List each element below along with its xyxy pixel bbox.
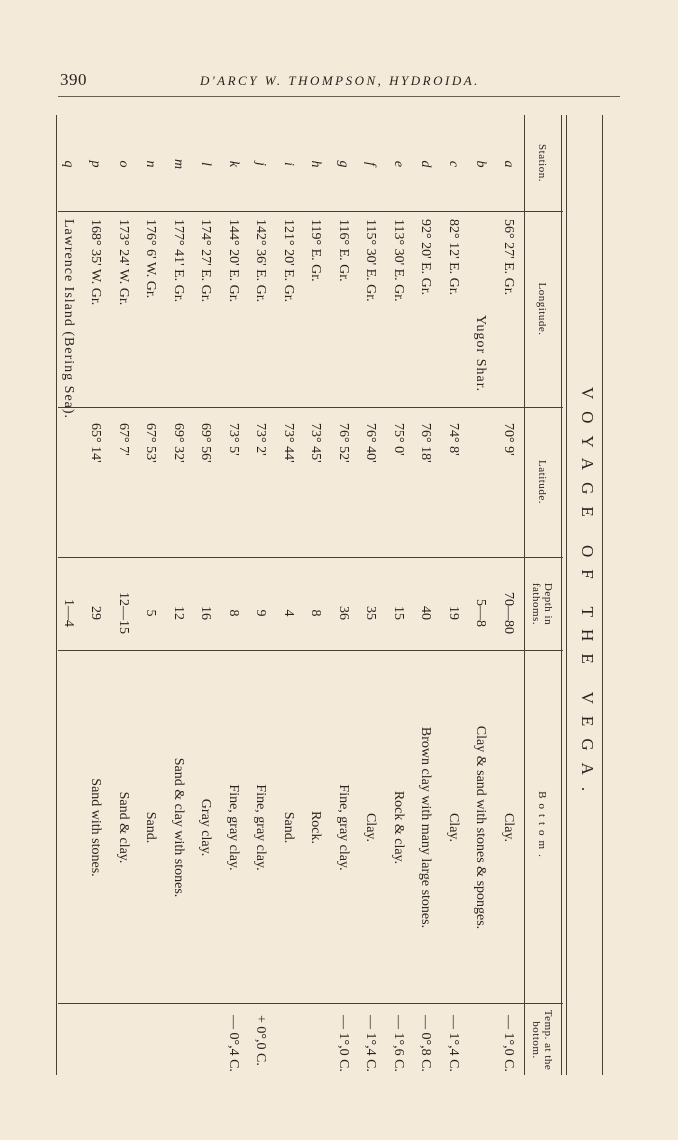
station-cell: f	[363, 162, 379, 166]
bottom-cell: Sand.	[143, 811, 159, 844]
depth-cell: 1—4	[61, 599, 76, 627]
longitude-cell: 113° 30' E. Gr.	[391, 219, 406, 302]
bottom-cell: Clay & sand with stones & sponges.	[473, 725, 489, 930]
depth-cell: 12	[171, 606, 186, 620]
station-cell: o	[116, 160, 131, 168]
latitude-cell: 75° 0'	[391, 423, 406, 456]
stations-table	[58, 115, 603, 1075]
longitude-cell: 82° 12' E. Gr.	[446, 219, 461, 296]
station-cell: b	[473, 160, 489, 168]
longitude-cell: 168° 35' W. Gr.	[88, 219, 104, 306]
longitude-cell: 121° 20' E. Gr.	[281, 219, 296, 303]
table-row	[81, 115, 111, 1075]
table-row	[438, 115, 468, 1075]
table-row	[328, 115, 358, 1075]
longitude-cell: 142° 36' E. Gr.	[253, 219, 269, 303]
header-latitude: Latitude.	[536, 460, 548, 504]
bottom-cell: Rock & clay.	[391, 790, 406, 865]
station-cell: m	[171, 158, 186, 170]
table-row	[383, 115, 413, 1075]
bottom-cell: Fine, gray clay.	[336, 784, 351, 871]
header-longitude: Longitude.	[536, 282, 548, 336]
latitude-cell: 67° 53'	[143, 423, 159, 463]
temp-cell: — 1°,4 C.	[363, 1015, 379, 1072]
header-depth: Depth in fathoms.	[530, 582, 554, 626]
bottom-cell: Fine, gray clay.	[253, 784, 269, 871]
longitude-cell: 177° 41' E. Gr.	[171, 219, 186, 303]
bottom-cell: Clay.	[446, 812, 461, 843]
header-rule-bottom	[524, 115, 525, 1075]
depth-cell: 16	[198, 606, 214, 620]
header-temp: Temp. at the bottom.	[530, 1009, 554, 1071]
bottom-cell: Sand.	[281, 811, 296, 844]
depth-cell: 5—8	[473, 599, 489, 627]
bottom-cell: Sand & clay.	[116, 791, 131, 864]
latitude-cell: 70° 9'	[501, 423, 516, 456]
depth-cell: 8	[226, 609, 241, 617]
table-row	[163, 115, 193, 1075]
bottom-cell: Gray clay.	[198, 798, 214, 857]
bottom-cell: Brown clay with many large stones.	[418, 726, 434, 929]
bottom-cell: Sand with stones.	[88, 778, 104, 877]
latitude-cell: 67° 7'	[116, 423, 131, 456]
depth-cell: 40	[418, 606, 434, 620]
longitude-cell: 173° 24' W. Gr.	[116, 219, 131, 306]
page-number: 390	[60, 70, 87, 89]
longitude-cell: 144° 20' E. Gr.	[226, 219, 241, 303]
table-row	[356, 115, 386, 1075]
table-row	[493, 115, 523, 1075]
depth-cell: 9	[253, 609, 269, 617]
caption-rule	[561, 115, 567, 1075]
table-row	[301, 115, 331, 1075]
depth-cell: 19	[446, 606, 461, 620]
station-cell: p	[88, 160, 104, 168]
station-cell: c	[446, 160, 461, 168]
bottom-cell: Clay.	[363, 812, 379, 843]
latitude-cell: 76° 52'	[336, 423, 351, 463]
station-cell: j	[253, 162, 269, 166]
station-cell: d	[418, 160, 434, 168]
station-cell: a	[501, 160, 516, 168]
station-cell: l	[198, 162, 214, 166]
temp-cell: — 1°,6 C.	[391, 1015, 406, 1072]
rotated-table-body	[58, 115, 603, 1075]
depth-cell: 36	[336, 606, 351, 620]
longitude-cell: 174° 27' E. Gr.	[198, 219, 214, 303]
latitude-cell: 69° 32'	[171, 423, 186, 463]
station-cell: g	[336, 160, 351, 168]
bottom-cell: Fine, gray clay.	[226, 784, 241, 871]
temp-cell: — 0°,4 C.	[226, 1015, 241, 1072]
table-row	[218, 115, 248, 1075]
temp-cell: — 0°,8 C.	[418, 1015, 434, 1072]
station-cell: h	[308, 160, 324, 168]
latitude-cell: 76° 40'	[363, 423, 379, 463]
table-row	[53, 115, 83, 1075]
station-cell: k	[226, 160, 241, 168]
longitude-cell: 176° 6' W. Gr.	[143, 219, 159, 299]
longitude-cell: 92° 20' E. Gr.	[418, 219, 434, 296]
latitude-cell: 73° 44'	[281, 423, 296, 463]
depth-cell: 4	[281, 609, 296, 617]
station-cell: n	[143, 160, 159, 168]
temp-cell: — 1°,0 C.	[501, 1015, 516, 1072]
longitude-cell: 115° 30' E. Gr.	[363, 219, 379, 302]
table-row	[466, 115, 496, 1075]
latitude-cell: 69° 56'	[198, 423, 214, 463]
header-station: Station.	[536, 144, 548, 182]
bottom-cell: Sand & clay with stones.	[171, 757, 186, 898]
latitude-cell: 73° 5'	[226, 423, 241, 456]
temp-cell: — 1°,4 C.	[446, 1015, 461, 1072]
table-row	[246, 115, 276, 1075]
latitude-cell: 65° 14'	[88, 423, 104, 463]
latitude-cell: 74° 8'	[446, 423, 461, 456]
temp-cell: — 1°,0 C.	[336, 1015, 351, 1072]
depth-cell: 70—80	[501, 592, 516, 634]
latitude-cell: 73° 45'	[308, 423, 324, 463]
table-row	[191, 115, 221, 1075]
bottom-cell: Rock.	[308, 810, 324, 845]
latitude-cell: 73° 2'	[253, 423, 269, 456]
depth-cell: 5	[143, 609, 159, 617]
station-cell: q	[61, 160, 76, 168]
station-cell: e	[391, 160, 406, 168]
depth-cell: 15	[391, 606, 406, 620]
depth-cell: 8	[308, 609, 324, 617]
longitude-cell: 119° E. Gr.	[308, 219, 324, 282]
location-note: Lawrence Island (Bering Sea).	[61, 219, 76, 420]
temp-cell: + 0°,0 C.	[253, 1015, 269, 1066]
table-row	[136, 115, 166, 1075]
header-bottom: Bottom.	[536, 791, 548, 862]
location-note: Yugor Shar.	[473, 315, 489, 393]
station-cell: i	[281, 162, 296, 166]
latitude-cell: 76° 18'	[418, 423, 434, 463]
table-caption: VOYAGE OF THE VEGA.	[578, 386, 597, 804]
header-rule	[58, 96, 620, 97]
longitude-cell: 116° E. Gr.	[336, 219, 351, 282]
table-row	[108, 115, 138, 1075]
table-row	[411, 115, 441, 1075]
longitude-cell: 56° 27' E. Gr.	[501, 219, 516, 296]
depth-cell: 29	[88, 606, 104, 620]
depth-cell: 35	[363, 606, 379, 620]
bottom-cell: Clay.	[501, 812, 516, 843]
depth-cell: 12—15	[116, 592, 131, 634]
running-head: D'ARCY W. THOMPSON, HYDROIDA.	[200, 73, 480, 88]
table-row	[273, 115, 303, 1075]
